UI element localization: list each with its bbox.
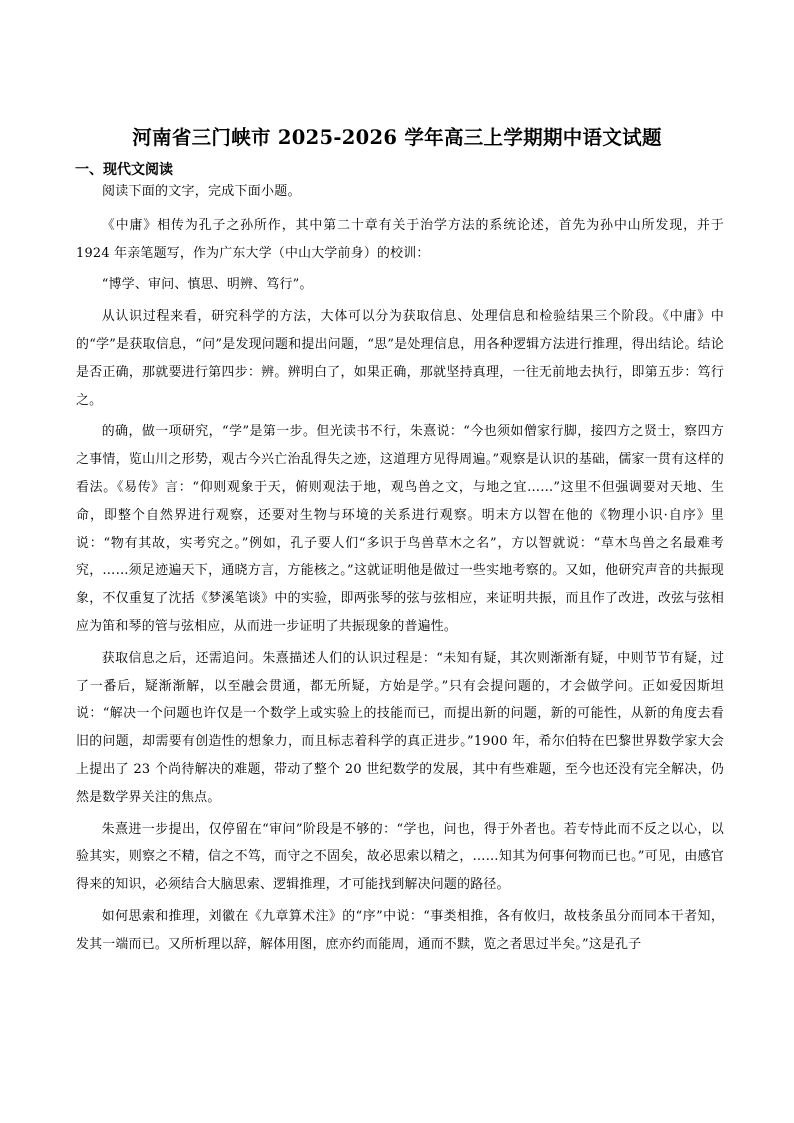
paragraph: 《中庸》相传为孔子之孙所作，其中第二十章有关于治学方法的系统论述，首先为孙中山所发现，并于 1924 年亲笔题写，作为广东大学（中山大学前身）的校训： [76, 217, 724, 261]
paragraph: 的确，做一项研究，“学”是第一步。但光读书不行，朱熹说：“今也须如僧家行脚，接四方之贤士，察四方之事情，览山川之形势，观古今兴亡治乱得失之迹，这道理方见得周遍。”观察是认识的基础，儒家一贯有这样的看法。《易传》言：“仰则观象于天，俯则观法于地，观鸟兽之文，与地之宜……”这里不但强调要对天地、生命，即整个自然界进行观察，还要对生物与环境的关系进行观察。明末方以智在他的《物理小识·自序》里说：“物有其故，实考究之。”例如，孔子要人们“多识于鸟兽草木之名”，方以智就说：“草木鸟兽之名最难考究，……须足迹遍天下，通晓方言，方能核之。”这就证明他是做过一些实地考察的。又如，他研究声音的共振现象，不仅重复了沈括《梦溪笔谈》中的实验，即两张琴的弦与弦相应，来证明共振，而且作了改进，改弦与弦相应为笛和琴的管与弦相应，从而进一步证明了共振现象的普遍性。 [76, 424, 724, 634]
paragraph: 从认识过程来看，研究科学的方法，大体可以分为获取信息、处理信息和检验结果三个阶段。《中庸》中的“学”是获取信息，“问”是发现问题和提出问题，“思”是处理信息，用各种逻辑方法进行推理，得出结论。结论是否正确，那就要进行第四步：辨。辨明白了，如果正确，那就坚持真理，一往无前地去执行，即第五步：笃行之。 [76, 309, 724, 408]
paragraph: “博学、审问、慎思、明辨、笃行”。 [101, 277, 313, 293]
document-title: 河南省三门峡市 2025-2026 学年高三上学期期中语文试题 [132, 126, 662, 149]
section-heading: 一、现代文阅读 [75, 162, 173, 178]
document-body [76, 178, 724, 963]
instruction-text: 阅读下面的文字，完成下面小题。 [102, 184, 301, 199]
paragraph: 获取信息之后，还需追问。朱熹描述人们的认识过程是：“未知有疑，其次则渐渐有疑，中则节节有疑，过了一番后，疑渐渐解，以至融会贯通，都无所疑，方始是学。”只有会提问题的，才会做学问。正如爱因斯坦说：“解决一个问题也许仅是一个数学上或实验上的技能而已，而提出新的问题，新的可能性，从新的角度去看旧的问题，却需要有创造性的想象力，而且标志着科学的真正进步。”1900 年，希尔伯特在巴黎世界数学家大会上提出了 23 个尚待解决的难题，带动了整个 20 世纪数学的发展，其中有些难题，至今也还没有完全解决，仍然是数学界关注的焦点。 [76, 650, 724, 805]
paragraph: 如何思索和推理，刘徽在《九章算术注》的“序”中说：“事类相推，各有攸归，故枝条虽分而同本干者知，发其一端而已。又所析理以辞，解体用图，庶亦约而能周，通而不黩，览之者思过半矣。”这是孔子 [76, 908, 724, 952]
paragraph: 朱熹进一步提出，仅停留在“审问”阶段是不够的：“学也，问也，得于外者也。若专恃此而不反之以心，以验其实，则察之不精，信之不笃，而守之不固矣，故必思索以精之，……知其为何事何物而已也。”可见，由感官得来的知识，必须结合大脑思索、逻辑推理，才可能找到解决问题的路径。 [76, 821, 724, 893]
